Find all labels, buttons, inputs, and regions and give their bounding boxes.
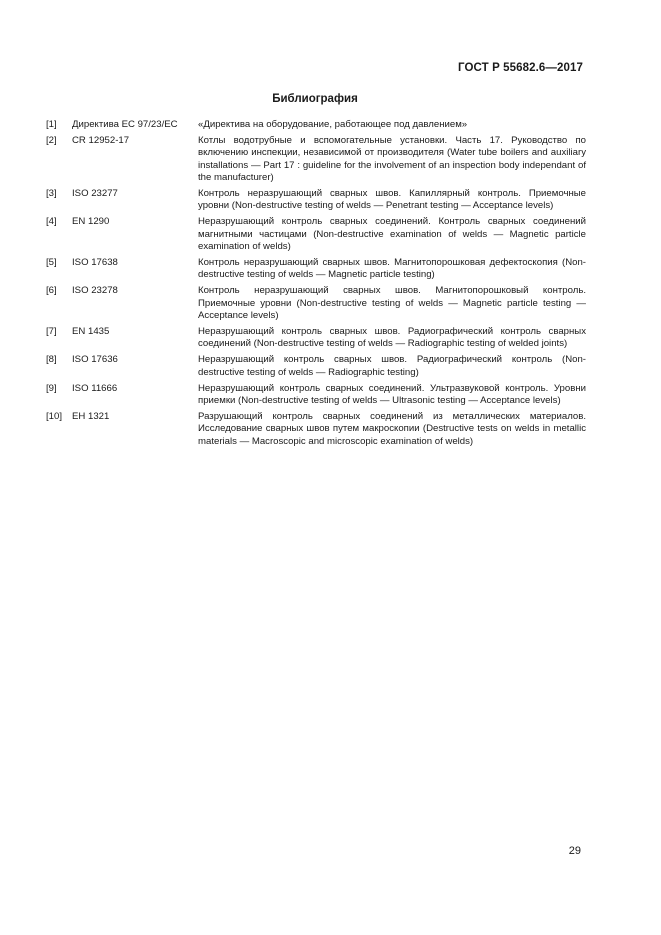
- bibliography-entry: [46, 383, 586, 407]
- entry-number: [2]: [46, 135, 57, 147]
- entry-number: [3]: [46, 188, 57, 200]
- entry-number: [7]: [46, 326, 57, 338]
- bibliography-entry: [46, 188, 586, 212]
- bibliography-entry: [46, 135, 586, 184]
- entry-title: Неразрушающий контроль сварных швов. Радиографический контроль сварных соединений (Non-destructive testing of welds — Radiographic testing of welded joints): [198, 326, 586, 350]
- entry-title: Разрушающий контроль сварных соединений из металлических материалов. Исследование сварных швов путем макроскопии (Destructive tests on welds in metallic materials — Macroscopic and microscopic examination of welds): [198, 411, 586, 447]
- bibliography-entry: [46, 354, 586, 378]
- entry-title: Неразрушающий контроль сварных швов. Радиографический контроль (Non-destructive testing of welds — Radiographic testing): [198, 354, 586, 378]
- bibliography-entry: [46, 119, 586, 131]
- bibliography-entry: [46, 285, 586, 322]
- entry-code: EN 1290: [72, 216, 110, 228]
- entry-title: Контроль неразрушающий сварных швов. Магнитопорошковая дефектоскопия (Non-destructive testing of welds — Magnetic particle testing): [198, 257, 586, 281]
- entry-number: [10]: [46, 411, 63, 423]
- document-code: ГОСТ Р 55682.6—2017: [458, 62, 583, 74]
- entry-code: ISO 17636: [72, 354, 118, 366]
- entry-code: ЕН 1321: [72, 411, 110, 423]
- entry-title: Котлы водотрубные и вспомогательные установки. Часть 17. Руководство по включению инспекции, независимой от производителя (Water tube boilers and auxiliary installations — Part 17 : guideline for the involvement of an inspection body independant of the manufacturer): [198, 135, 586, 183]
- entry-number: [4]: [46, 216, 57, 228]
- bibliography-entry: [46, 411, 586, 448]
- bibliography-entry: [46, 326, 586, 350]
- entry-code: Директива ЕС 97/23/ЕС: [72, 119, 178, 130]
- section-heading: Библиография: [272, 93, 358, 105]
- bibliography-entry: [46, 257, 586, 281]
- entry-number: [6]: [46, 285, 57, 297]
- bibliography-list: [46, 119, 586, 452]
- entry-number: [9]: [46, 382, 57, 394]
- page-number: 29: [568, 845, 581, 857]
- entry-code: CR 12952-17: [72, 135, 130, 147]
- entry-title: Неразрушающий контроль сварных соединений. Ультразвуковой контроль. Уровни приемки (Non-destructive testing of welds — Ultrasonic testing — Acceptance levels): [198, 382, 586, 407]
- entry-title: Контроль неразрушающий сварных швов. Капиллярный контроль. Приемочные уровни (Non-destructive testing of welds — Penetrant testing — Acceptance levels): [198, 188, 586, 212]
- entry-number: [1]: [46, 119, 57, 130]
- entry-title: «Директива на оборудование, работающее под давлением»: [198, 119, 468, 130]
- entry-code: ISO 11666: [72, 382, 118, 394]
- entry-code: ISO 23277: [72, 188, 118, 200]
- entry-title: Контроль неразрушающий сварных швов. Магнитопорошковый контроль. Приемочные уровни (Non-destructive testing of welds — Magnetic particle testing — Acceptance levels): [198, 285, 586, 321]
- entry-number: [5]: [46, 257, 57, 269]
- entry-code: ISO 23278: [72, 285, 118, 297]
- entry-code: EN 1435: [72, 326, 110, 338]
- entry-title: Неразрушающий контроль сварных соединений. Контроль сварных соединений магнитными частицами (Non-destructive examination of welds — Magnetic particle examination of welds): [198, 216, 586, 252]
- bibliography-entry: [46, 216, 586, 253]
- entry-code: ISO 17638: [72, 257, 118, 269]
- entry-number: [8]: [46, 354, 57, 366]
